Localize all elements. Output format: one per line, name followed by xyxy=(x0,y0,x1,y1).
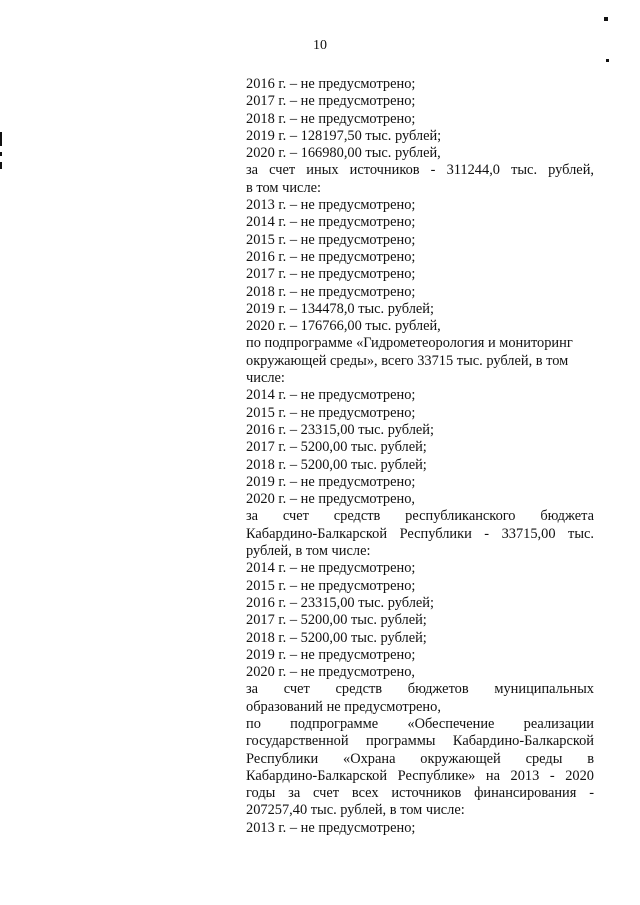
text-line: 2019 г. – не предусмотрено; xyxy=(246,646,416,663)
text-line: 2020 г. – не предусмотрено, xyxy=(246,491,415,508)
text-line: в том числе: xyxy=(246,179,322,196)
text-line: 2016 г. – не предусмотрено; xyxy=(246,248,416,265)
text-line: окружающей среды», всего 33715 тыс. рублей, в том xyxy=(246,352,569,369)
text-line: 2017 г. – 5200,00 тыс. рублей; xyxy=(246,439,427,456)
text-line: за счет средств бюджетов муниципальных xyxy=(246,681,594,698)
text-line: 2018 г. – 5200,00 тыс. рублей; xyxy=(246,629,427,646)
document-body xyxy=(246,76,594,837)
text-line: 2013 г. – не предусмотрено; xyxy=(246,819,416,836)
scan-speck xyxy=(604,17,608,21)
text-line: 2014 г. – не предусмотрено; xyxy=(246,387,416,404)
scan-speck xyxy=(0,152,2,156)
text-line: 2015 г. – не предусмотрено; xyxy=(246,404,416,421)
text-line: годы за счет всех источников финансирования - xyxy=(246,785,594,802)
text-line: Республики «Охрана окружающей среды в xyxy=(246,750,594,767)
text-line: 2013 г. – не предусмотрено; xyxy=(246,197,416,214)
page-number: 10 xyxy=(313,38,327,53)
text-line: 2017 г. – не предусмотрено; xyxy=(246,93,416,110)
text-line: 2020 г. – не предусмотрено, xyxy=(246,664,415,681)
text-line: 2016 г. – 23315,00 тыс. рублей; xyxy=(246,421,434,438)
text-line: по подпрограмме «Обеспечение реализации xyxy=(246,715,594,732)
text-line: 2018 г. – не предусмотрено; xyxy=(246,283,416,300)
text-line: Кабардино-Балкарской Республики - 33715,00 тыс. xyxy=(246,525,594,542)
text-line: 2019 г. – 128197,50 тыс. рублей; xyxy=(246,127,442,144)
text-line: образований не предусмотрено, xyxy=(246,698,441,715)
text-line: 2018 г. – 5200,00 тыс. рублей; xyxy=(246,456,427,473)
text-line: 207257,40 тыс. рублей, в том числе: xyxy=(246,802,465,819)
text-line: за счет иных источников - 311244,0 тыс. рублей, xyxy=(246,162,594,179)
text-line: 2017 г. – 5200,00 тыс. рублей; xyxy=(246,612,427,629)
text-line: 2017 г. – не предусмотрено; xyxy=(246,266,416,283)
text-line: по подпрограмме «Гидрометеорология и мониторинг xyxy=(246,335,573,352)
scan-speck xyxy=(0,162,2,169)
text-line: числе: xyxy=(246,370,285,387)
text-line: Кабардино-Балкарской Республике» на 2013 - 2020 xyxy=(246,767,594,784)
text-line: 2015 г. – не предусмотрено; xyxy=(246,577,416,594)
text-line: 2020 г. – 176766,00 тыс. рублей, xyxy=(246,318,441,335)
text-line: 2019 г. – не предусмотрено; xyxy=(246,473,416,490)
scan-speck xyxy=(0,132,2,146)
scan-speck xyxy=(606,59,609,62)
text-line: 2016 г. – 23315,00 тыс. рублей; xyxy=(246,594,434,611)
text-line: 2019 г. – 134478,0 тыс. рублей; xyxy=(246,300,434,317)
text-line: 2016 г. – не предусмотрено; xyxy=(246,76,416,92)
text-line: 2015 г. – не предусмотрено; xyxy=(246,231,416,248)
text-line: государственной программы Кабардино-Балкарской xyxy=(246,733,594,750)
text-line: 2018 г. – не предусмотрено; xyxy=(246,110,416,127)
text-line: 2014 г. – не предусмотрено; xyxy=(246,214,416,231)
text-line: 2020 г. – 166980,00 тыс. рублей, xyxy=(246,145,441,162)
text-line: за счет средств республиканского бюджета xyxy=(246,508,594,525)
text-line: 2014 г. – не предусмотрено; xyxy=(246,560,416,577)
text-line: рублей, в том числе: xyxy=(246,543,371,560)
